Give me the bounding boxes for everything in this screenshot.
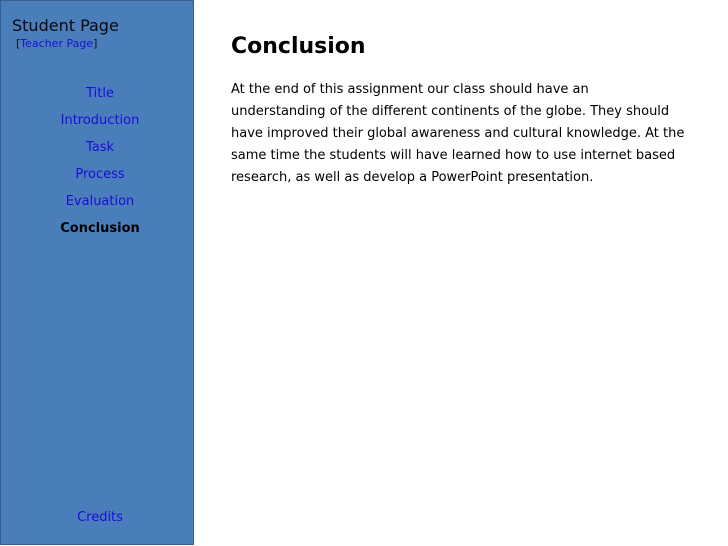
bracket-open: [: [16, 37, 21, 50]
nav-item-task[interactable]: Task: [85, 140, 115, 155]
conclusion-text: At the end of this assignment our class should have an understanding of the different continents of the globe. They should have improved their global awareness and cultural knowledge. At the same time the students will have learned how to use internet based research, as well as develop a PowerPoint presentation.: [231, 82, 685, 185]
credits-link[interactable]: Credits: [77, 510, 123, 525]
sidebar-nav: [1, 85, 199, 247]
nav-item-conclusion[interactable]: Conclusion: [60, 221, 140, 236]
sidebar: [0, 0, 194, 545]
teacher-page-line: [16, 37, 97, 50]
nav-item-introduction[interactable]: Introduction: [60, 113, 140, 128]
bracket-close: ]: [93, 37, 98, 50]
page-title: Conclusion: [231, 34, 366, 59]
sidebar-title: Student Page: [12, 16, 119, 35]
nav-item-process[interactable]: Process: [75, 167, 125, 182]
nav-item-evaluation[interactable]: Evaluation: [65, 194, 135, 209]
nav-item-title[interactable]: Title: [86, 86, 114, 101]
teacher-page-link[interactable]: Teacher Page: [20, 37, 94, 50]
